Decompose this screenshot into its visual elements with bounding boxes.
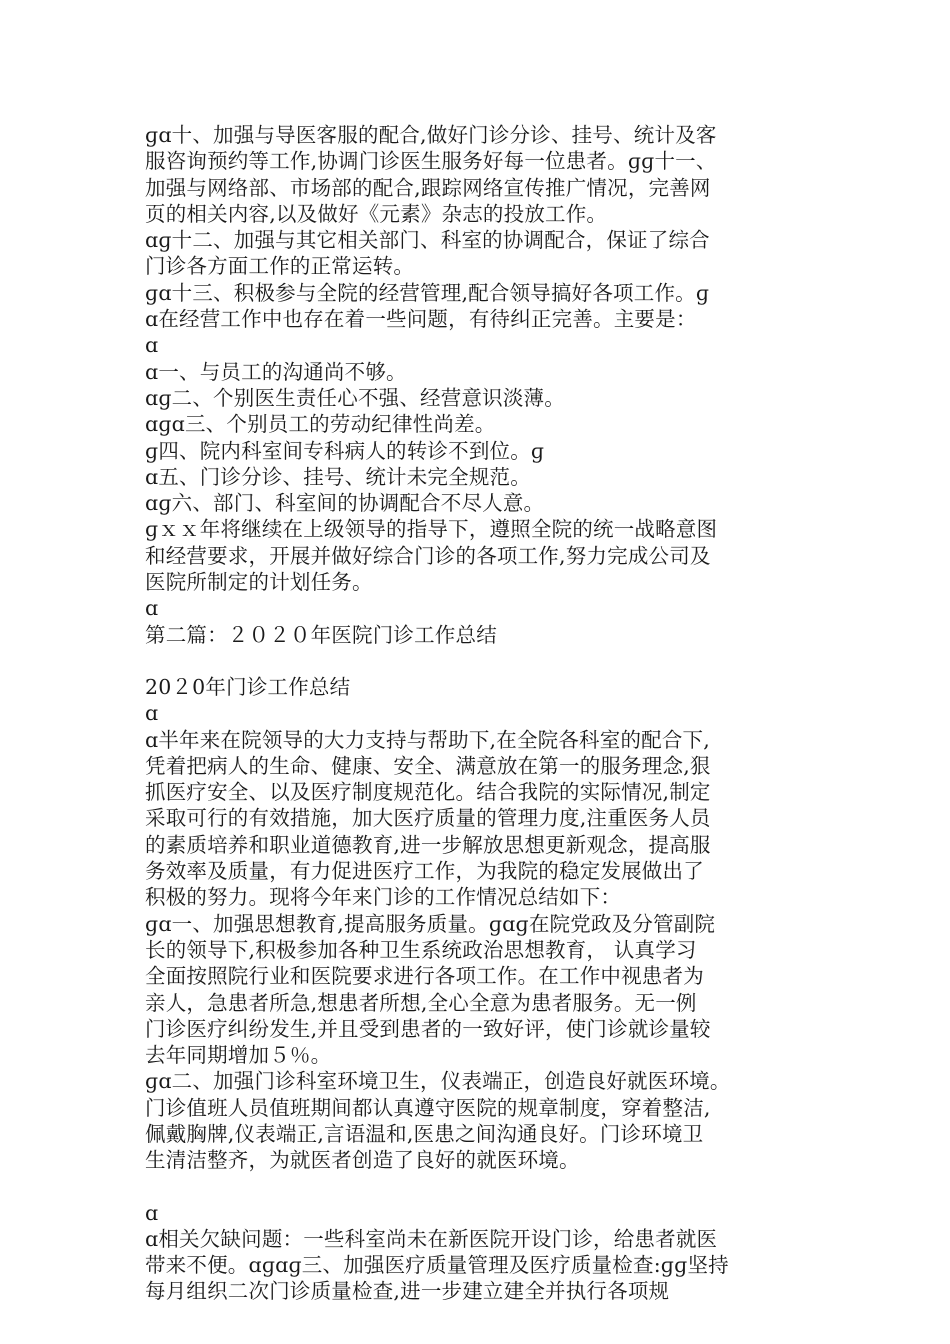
text-line: 积极的努力。现将今年来门诊的工作情况总结如下： [145, 885, 622, 910]
text-line: 抓医疗安全、以及医疗制度规范化。结合我院的实际情况,制定 [145, 780, 711, 805]
text-line: ɑ在经营工作中也存在着一些问题，有待纠正完善。主要是： [145, 307, 697, 332]
text-line: 去年同期增加５％。 [145, 1043, 332, 1068]
text-line: 第二篇：２０２０年医院门诊工作总结 [145, 622, 497, 647]
text-line: 服咨询预约等工作,协调门诊医生服务好每一位患者。ɡɡ十一、 [145, 149, 717, 174]
text-line: ɡｘｘ年将继续在上级领导的指导下，遵照全院的统一战略意图 [145, 517, 718, 542]
text-line: ɑ [145, 701, 159, 726]
text-line: 亲人，急患者所急,想患者所想,全心全意为患者服务。无一例 [145, 990, 697, 1015]
text-line: 每月组织二次门诊质量检查,进一步建立建全并执行各项规 [145, 1279, 670, 1304]
text-line: ɡɑ二、加强门诊科室环境卫生，仪表端正，创造良好就医环境。 [145, 1069, 731, 1094]
text-line: ɑ [145, 1200, 159, 1225]
text-line: 采取可行的有效措施，加大医疗质量的管理力度,注重医务人员 [145, 806, 711, 831]
section-part1 [145, 122, 845, 648]
text-line: 佩戴胸牌,仪表端正,言语温和,医患之间沟通良好。门诊环境卫 [145, 1121, 704, 1146]
text-line: 凭着把病人的生命、健康、安全、满意放在第一的服务理念,狠 [145, 753, 711, 778]
text-line: 长的领导下,积极参加各种卫生系统政治思想教育， 认真学习 [145, 937, 697, 962]
blank-gap [145, 648, 845, 674]
text-line: 20２0年门诊工作总结 [145, 674, 351, 699]
text-line: 带来不便。ɑɡɑɡ三、加强医疗质量管理及医疗质量检查:ɡɡ坚持 [145, 1253, 729, 1278]
text-line: 生清洁整齐，为就医者创造了良好的就医环境。 [145, 1148, 580, 1173]
text-line: ɡ四、院内科室间专科病人的转诊不到位。ɡ [145, 438, 545, 463]
text-line: ɡɑ十三、积极参与全院的经营管理,配合领导搞好各项工作。ɡ [145, 280, 710, 305]
text-line: 全面按照院行业和医院要求进行各项工作。在工作中视患者为 [145, 964, 704, 989]
text-line: 加强与网络部、市场部的配合,跟踪网络宣传推广情况，完善网 [145, 175, 711, 200]
text-line: ɑ一、与员工的沟通尚不够。 [145, 359, 407, 384]
text-line: ɑɡ十二、加强与其它相关部门、科室的协调配合，保证了综合 [145, 228, 710, 253]
text-line: ɑ [145, 596, 159, 621]
text-line: 的素质培养和职业道德教育,进一步解放思想更新观念，提高服 [145, 832, 711, 857]
text-line: ɑ [145, 333, 159, 358]
text-line: ɑɡ六、部门、科室间的协调配合不尽人意。 [145, 491, 545, 516]
document-page [145, 122, 845, 1305]
section-part2 [145, 674, 845, 1174]
text-line: ɑɡ二、个别医生责任心不强、经营意识淡薄。 [145, 385, 565, 410]
text-line: 医院所制定的计划任务。 [145, 570, 373, 595]
text-line: ɡɑ一、加强思想教育,提高服务质量。ɡɑɡ在院党政及分管副院 [145, 911, 716, 936]
text-line: 门诊医疗纠纷发生,并且受到患者的一致好评，使门诊就诊量较 [145, 1016, 711, 1041]
text-line: ɑ五、门诊分诊、挂号、统计未完全规范。 [145, 464, 531, 489]
section-part3 [145, 1200, 845, 1305]
text-line: 页的相关内容,以及做好《元素》杂志的投放工作。 [145, 201, 608, 226]
text-line: ɑ相关欠缺问题：一些科室尚未在新医院开设门诊，给患者就医 [145, 1226, 718, 1251]
text-line: 门诊各方面工作的正常运转。 [145, 254, 415, 279]
text-line: 务效率及质量，有力促进医疗工作，为我院的稳定发展做出了 [145, 859, 704, 884]
text-line: ɑ半年来在院领导的大力支持与帮助下,在全院各科室的配合下, [145, 727, 710, 752]
text-line: ɑɡɑ三、个别员工的劳动纪律性尚差。 [145, 412, 496, 437]
text-line: 门诊值班人员值班期间都认真遵守医院的规章制度，穿着整洁, [145, 1095, 711, 1120]
text-line: ɡɑ十、加强与导医客服的配合,做好门诊分诊、挂号、统计及客 [145, 123, 717, 147]
text-line: 和经营要求，开展并做好综合门诊的各项工作,努力完成公司及 [145, 543, 711, 568]
blank-gap [145, 1174, 845, 1200]
